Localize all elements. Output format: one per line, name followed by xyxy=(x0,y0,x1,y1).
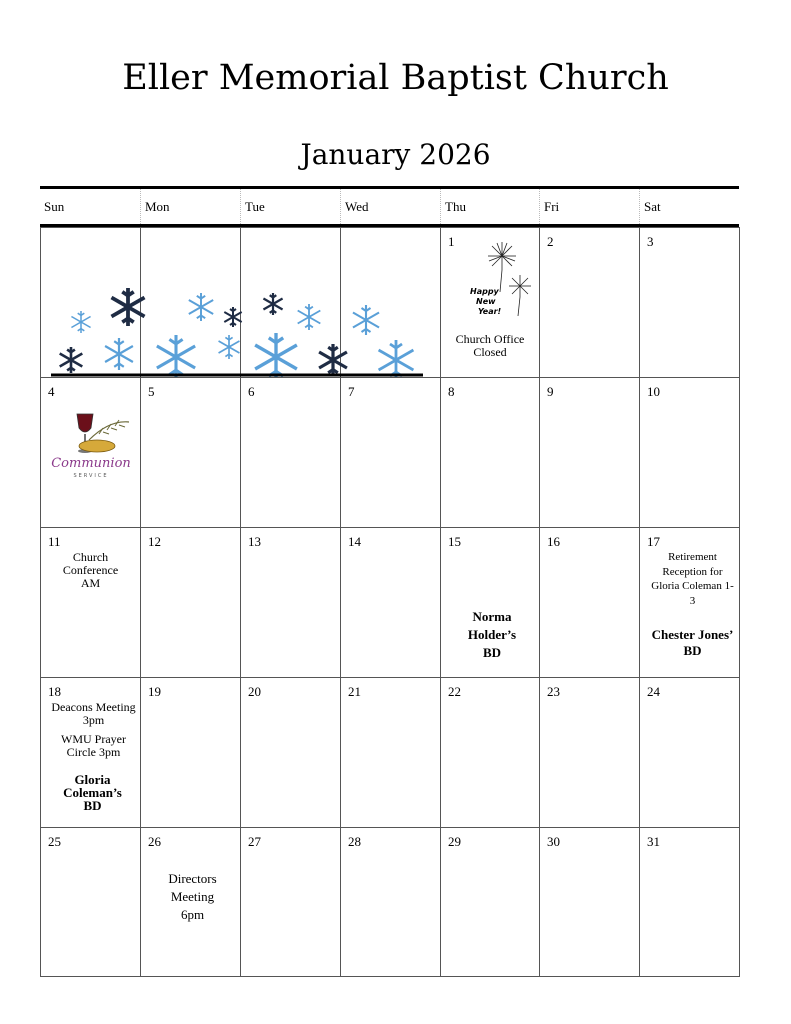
weekday-thu: Thu xyxy=(440,189,539,224)
month-title: January 2026 xyxy=(300,138,491,171)
day-cell-2 xyxy=(540,227,640,377)
day-number: 10 xyxy=(647,384,660,399)
weekday-sat: Sat xyxy=(639,189,739,224)
day-number: 21 xyxy=(348,684,361,699)
day-cell-31 xyxy=(640,827,740,977)
weekday-sun: Sun xyxy=(44,199,65,214)
weekday-tue: Tue xyxy=(240,189,340,224)
day-cell-12 xyxy=(141,527,241,677)
day-cell-18 xyxy=(41,677,141,827)
day-number: 6 xyxy=(248,384,255,399)
day-cell-20 xyxy=(241,677,341,827)
day-cell-15 xyxy=(441,527,540,677)
day-number: 15 xyxy=(448,534,461,549)
day-number: 8 xyxy=(448,384,455,399)
day-cell-1 xyxy=(441,227,540,377)
day-number: 17 xyxy=(647,534,660,549)
day-number: 7 xyxy=(348,384,355,399)
day-number: 25 xyxy=(48,834,61,849)
calendar-grid xyxy=(40,227,739,977)
day-cell-27 xyxy=(241,827,341,977)
page-title: Eller Memorial Baptist Church xyxy=(122,58,669,98)
birthday-note: Gloria Coleman’s BD xyxy=(63,772,122,813)
weekday-wed: Wed xyxy=(340,189,440,224)
fireworks-text-1: Happy xyxy=(470,287,499,296)
day-number: 1 xyxy=(448,234,455,249)
day-number: 28 xyxy=(348,834,361,849)
day-cell-6 xyxy=(241,377,341,527)
day-cell-10 xyxy=(640,377,740,527)
day-cell-28 xyxy=(341,827,441,977)
day-number: 16 xyxy=(547,534,560,549)
day-number: 29 xyxy=(448,834,461,849)
day-number: 12 xyxy=(148,534,161,549)
fireworks-icon xyxy=(466,236,536,324)
day-number: 23 xyxy=(547,684,560,699)
day-number: 11 xyxy=(48,534,61,549)
day-cell-26 xyxy=(141,827,241,977)
day-number: 20 xyxy=(248,684,261,699)
day-number: 9 xyxy=(547,384,554,399)
communion-word: Communion xyxy=(51,456,131,471)
communion-sub: SERVICE xyxy=(73,473,109,479)
day-number: 3 xyxy=(647,234,654,249)
fireworks-text-3: Year! xyxy=(478,307,502,316)
day-number: 19 xyxy=(148,684,161,699)
day-cell-30 xyxy=(540,827,640,977)
day-number: 24 xyxy=(647,684,660,699)
event-note: Retirement Reception for Gloria Coleman 1-3 xyxy=(651,551,734,607)
day-cell-5 xyxy=(141,377,241,527)
snowflake-banner-icon xyxy=(51,282,431,377)
day-cell-8 xyxy=(441,377,540,527)
day-cell-3 xyxy=(640,227,740,377)
day-number: 4 xyxy=(48,384,55,399)
communion-icon xyxy=(49,410,133,480)
weekday-fri: Fri xyxy=(539,189,639,224)
day-cell-14 xyxy=(341,527,441,677)
day-number: 22 xyxy=(448,684,461,699)
day-number: 30 xyxy=(547,834,560,849)
day-cell-21 xyxy=(341,677,441,827)
weekday-mon: Mon xyxy=(140,189,240,224)
day-number: 2 xyxy=(547,234,554,249)
fireworks-text-2: New xyxy=(476,297,496,306)
day-number: 31 xyxy=(647,834,660,849)
day-cell-11 xyxy=(41,527,141,677)
day-cell-9 xyxy=(540,377,640,527)
day-number: 26 xyxy=(148,834,161,849)
day-cell-23 xyxy=(540,677,640,827)
day-cell-29 xyxy=(441,827,540,977)
day-cell-19 xyxy=(141,677,241,827)
event-note: Church Office Closed xyxy=(455,332,525,359)
day-cell-7 xyxy=(341,377,441,527)
day-cell-22 xyxy=(441,677,540,827)
birthday-note: Chester Jones’ BD xyxy=(651,627,734,658)
event-note: WMU Prayer Circle 3pm xyxy=(61,732,126,759)
birthday-note: Norma Holder’s BD xyxy=(467,609,517,660)
day-number: 14 xyxy=(348,534,361,549)
event-note: Directors Meeting 6pm xyxy=(168,871,217,922)
day-cell-13 xyxy=(241,527,341,677)
day-number: 27 xyxy=(248,834,261,849)
day-number: 18 xyxy=(48,684,61,699)
event-note: Deacons Meeting 3pm xyxy=(51,700,136,727)
day-number: 13 xyxy=(248,534,261,549)
day-cell-25 xyxy=(41,827,141,977)
day-cell-17 xyxy=(640,527,740,677)
day-cell-16 xyxy=(540,527,640,677)
day-cell-4 xyxy=(41,377,141,527)
day-number: 5 xyxy=(148,384,155,399)
day-cell-24 xyxy=(640,677,740,827)
event-note: Church Conference AM xyxy=(62,550,119,590)
